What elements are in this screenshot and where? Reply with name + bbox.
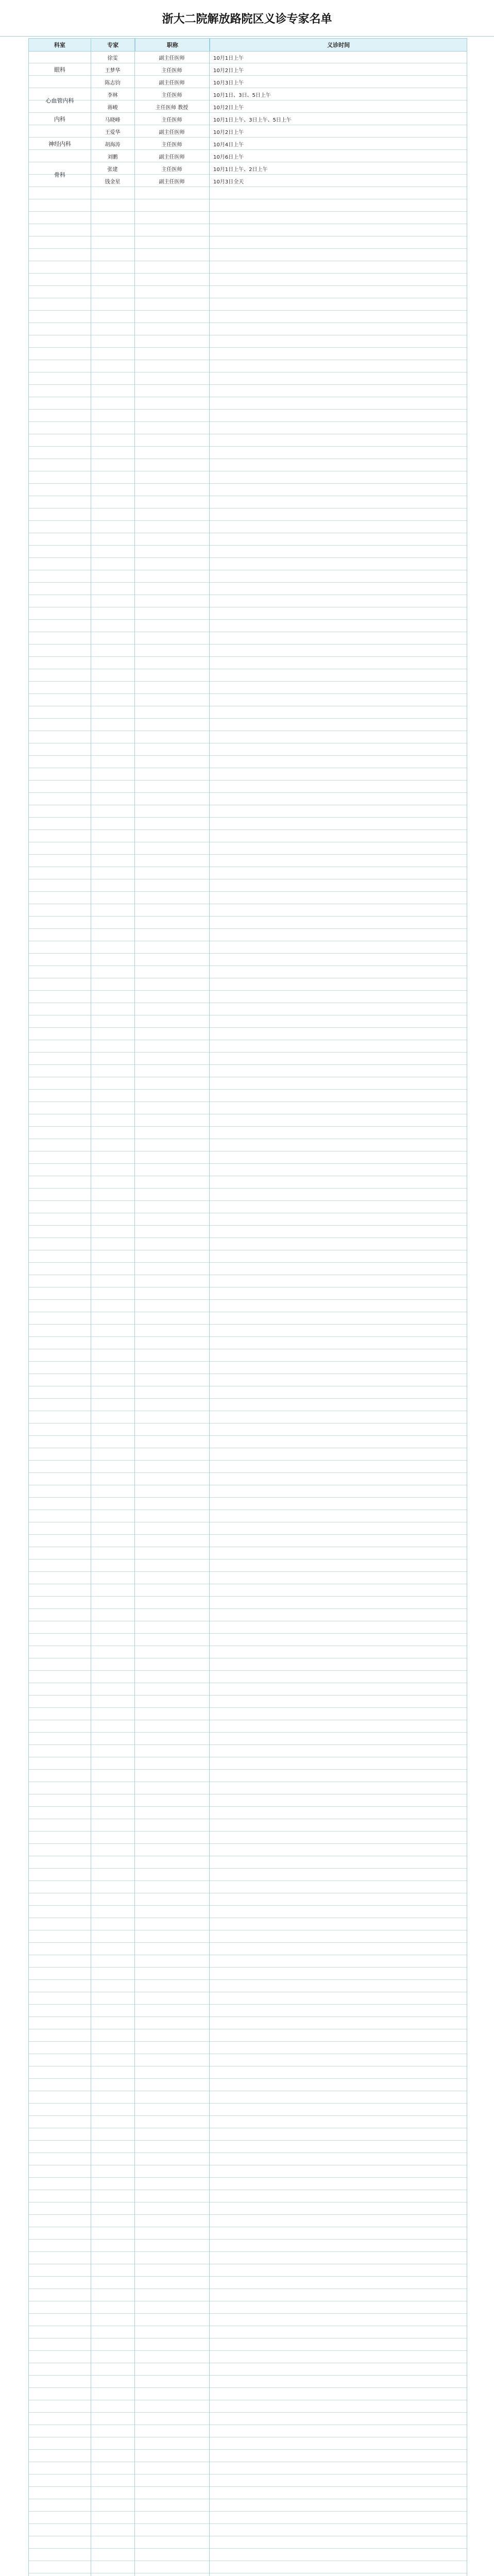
table-body — [29, 51, 467, 187]
table-row — [29, 63, 467, 76]
expert-title: 副主任医师 — [159, 80, 185, 86]
column-divider — [209, 39, 210, 2576]
expert-title: 主任医师 — [161, 166, 182, 173]
expert-title: 主任医师 — [161, 117, 182, 123]
clinic-time: 10月1日上午 — [213, 55, 244, 61]
expert-name: 王爱华 — [105, 129, 121, 135]
expert-name: 徐雯 — [107, 55, 118, 61]
expert-name: 刘鹏 — [107, 154, 118, 160]
expert-title: 副主任医师 — [159, 55, 185, 61]
clinic-time: 10月1日上午、2日上午 — [213, 166, 268, 173]
expert-name: 胡海涛 — [105, 142, 121, 148]
expert-title: 副主任医师 — [159, 179, 185, 185]
table-row — [29, 162, 467, 175]
table-row — [29, 76, 467, 88]
department-label: 心血管内科 — [45, 97, 74, 104]
table-row — [29, 100, 467, 113]
header-title: 职称 — [135, 39, 211, 51]
table-row — [29, 113, 467, 125]
table-row — [29, 175, 467, 187]
expert-title: 主任医师 教授 — [155, 105, 189, 111]
header-time: 义诊时间 — [327, 42, 350, 48]
expert-table — [28, 38, 467, 2576]
header-department: 科室 — [29, 39, 91, 51]
column-divider — [134, 39, 135, 2576]
table-row — [29, 125, 467, 138]
clinic-time: 10月2日上午 — [213, 67, 244, 74]
clinic-time: 10月2日上午 — [213, 105, 244, 111]
expert-title: 主任医师 — [161, 142, 182, 148]
department-label: 眼科 — [54, 66, 65, 73]
expert-name: 王梦华 — [105, 67, 121, 74]
expert-name: 钱金星 — [105, 179, 121, 185]
clinic-time: 10月3日全天 — [213, 179, 244, 185]
expert-name: 马晓峰 — [105, 117, 121, 123]
table-row — [29, 51, 467, 63]
department-label: 神经内科 — [48, 141, 71, 147]
expert-title: 主任医师 — [161, 67, 182, 74]
clinic-time: 10月1日上午、3日上午、5日上午 — [213, 117, 292, 123]
clinic-time: 10月2日上午 — [213, 129, 244, 135]
expert-name: 蒋峻 — [107, 105, 118, 111]
expert-title: 副主任医师 — [159, 129, 185, 135]
department-label: 内科 — [54, 116, 65, 123]
expert-name: 张建 — [107, 166, 118, 173]
header-expert: 专家 — [91, 39, 135, 51]
clinic-time: 10月6日上午 — [213, 154, 244, 160]
table-row — [29, 138, 467, 150]
clinic-time: 10月3日上午 — [213, 80, 244, 86]
expert-title: 副主任医师 — [159, 154, 185, 160]
table-header — [29, 39, 467, 52]
table-row — [29, 88, 467, 100]
table-row — [29, 150, 467, 162]
clinic-time: 10月1日、3日、5日上午 — [213, 92, 271, 98]
expert-title: 主任医师 — [161, 92, 182, 98]
page-title: 浙大二院解放路院区义诊专家名单 — [0, 0, 494, 37]
expert-name: 李林 — [107, 92, 118, 98]
expert-name: 陈志钧 — [105, 80, 121, 86]
department-label: 骨科 — [54, 172, 65, 178]
clinic-time: 10月4日上午 — [213, 142, 244, 148]
